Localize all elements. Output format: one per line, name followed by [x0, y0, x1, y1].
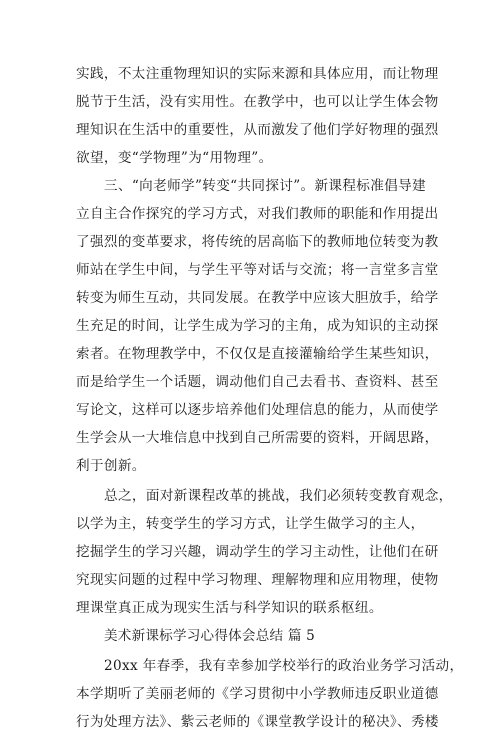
paragraph-4-line-2: 本学期听了美丽老师的《学习贯彻中小学教师违反职业道德	[76, 686, 439, 702]
paragraph-1-line-4: 欲望，变“学物理”为“用物理”。	[76, 150, 273, 166]
paragraph-2-line-10: 生学会从一大堆信息中找到自己所需要的资料，开阔思路，	[76, 430, 439, 446]
paragraph-4-line-3: 行为处理方法》、紫云老师的《课堂教学设计的秘决》、秀楼	[76, 714, 439, 730]
paragraph-2-line-5: 转变为师生互动，共同发展。在教学中应该大胆放手，给学	[76, 290, 439, 306]
paragraph-3-line-3: 挖掘学生的学习兴趣，调动学生的学习主动性，让他们在研	[76, 544, 439, 560]
paragraph-3-line-4: 究现实问题的过程中学习物理、理解物理和应用物理，使物	[76, 572, 439, 588]
paragraph-2-line-6: 生充足的时间，让学生成为学习的主角，成为知识的主动探	[76, 318, 439, 334]
paragraph-2-line-4: 师站在学生中间，与学生平等对话与交流；将一言堂多言堂	[76, 262, 439, 278]
paragraph-2-line-7: 索者。在物理教学中，不仅仅是直接灌输给学生某些知识，	[76, 346, 439, 362]
paragraph-3-line-1: 总之，面对新课程改革的挑战，我们必须转变教育观念，	[104, 488, 453, 504]
paragraph-2-line-3: 了强烈的变革要求，将传统的居高临下的教师地位转变为教	[76, 234, 439, 250]
paragraph-1-line-2: 脱节于生活，没有实用性。在教学中，也可以让学生体会物	[76, 94, 439, 110]
paragraph-2-line-11: 利于创新。	[76, 458, 146, 474]
paragraph-3-line-5: 理课堂真正成为现实生活与科学知识的联系枢纽。	[76, 600, 383, 616]
paragraph-2-line-8: 而是给学生一个话题，调动他们自己去看书、查资料、甚至	[76, 374, 439, 390]
paragraph-4-line-1: 20xx 年春季，我有幸参加学校举行的政治业务学习活动，	[104, 658, 464, 674]
paragraph-2-line-2: 立自主合作探究的学习方式，对我们教师的职能和作用提出	[76, 206, 439, 222]
paragraph-3-line-2: 以学为主，转变学生的学习方式，让学生做学习的主人，	[76, 516, 425, 532]
section-heading: 美术新课标学习心得体会总结 篇 5	[104, 628, 316, 644]
paragraph-2-line-1: 三、“向老师学”转变“共同探讨”。新课程标准倡导建	[104, 178, 427, 194]
paragraph-1-line-1: 实践，不太注重物理知识的实际来源和具体应用，而让物理	[76, 66, 439, 82]
paragraph-2-line-9: 写论文，这样可以逐步培养他们处理信息的能力，从而使学	[76, 402, 439, 418]
paragraph-1-line-3: 理知识在生活中的重要性，从而激发了他们学好物理的强烈	[76, 122, 439, 138]
